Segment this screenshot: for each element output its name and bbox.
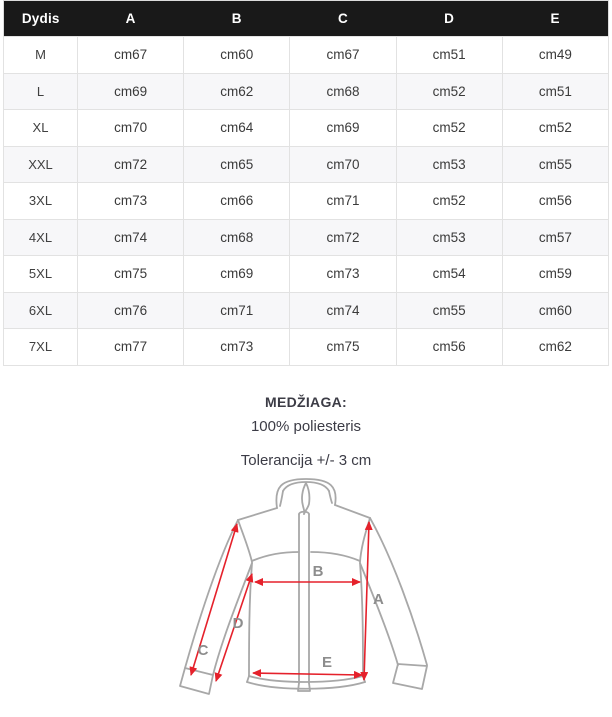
table-row	[4, 146, 609, 183]
measurement-cell: cm56	[502, 183, 608, 220]
measurement-cell: cm71	[184, 292, 290, 329]
tolerance-note: Tolerancija +/- 3 cm	[240, 452, 372, 469]
size-label: L	[4, 73, 78, 110]
header-d: D	[396, 1, 502, 37]
measurement-cell: cm54	[396, 256, 502, 293]
measurement-cell: cm74	[290, 292, 396, 329]
measurement-cell: cm60	[184, 37, 290, 74]
size-label: M	[4, 37, 78, 74]
measurement-cell: cm73	[290, 256, 396, 293]
measure-label-d: D	[232, 615, 244, 632]
size-label: XL	[4, 110, 78, 147]
material-info	[0, 394, 612, 469]
measurement-cell: cm53	[396, 219, 502, 256]
size-table-header	[4, 1, 609, 37]
table-row	[4, 37, 609, 74]
measurement-cell: cm73	[78, 183, 184, 220]
arrow-e	[253, 673, 362, 675]
measurement-cell: cm71	[290, 183, 396, 220]
size-label: 6XL	[4, 292, 78, 329]
table-row	[4, 329, 609, 366]
size-label: 4XL	[4, 219, 78, 256]
material-title: MEDŽIAGA:	[264, 394, 348, 410]
measurement-cell: cm73	[184, 329, 290, 366]
size-table	[3, 0, 609, 366]
measure-label-b: B	[312, 563, 324, 580]
measure-label-a: A	[373, 591, 384, 608]
table-row	[4, 183, 609, 220]
measurement-cell: cm76	[78, 292, 184, 329]
measurement-cell: cm59	[502, 256, 608, 293]
arrow-a	[364, 522, 369, 680]
measurement-cell: cm51	[396, 37, 502, 74]
measurement-cell: cm75	[290, 329, 396, 366]
measurement-cell: cm56	[396, 329, 502, 366]
measurement-cell: cm52	[396, 183, 502, 220]
measurement-cell: cm55	[502, 146, 608, 183]
header-size: Dydis	[4, 1, 78, 37]
measurement-cell: cm53	[396, 146, 502, 183]
measurement-cell: cm62	[184, 73, 290, 110]
measurement-cell: cm51	[502, 73, 608, 110]
measurement-cell: cm57	[502, 219, 608, 256]
measurement-cell: cm52	[396, 73, 502, 110]
size-label: 5XL	[4, 256, 78, 293]
table-row	[4, 256, 609, 293]
measure-label-e: E	[321, 654, 333, 671]
header-c: C	[290, 1, 396, 37]
measurement-cell: cm75	[78, 256, 184, 293]
measurement-cell: cm66	[184, 183, 290, 220]
measurement-cell: cm69	[184, 256, 290, 293]
jacket-outline	[180, 479, 427, 694]
measurement-cell: cm70	[78, 110, 184, 147]
measurement-cell: cm68	[290, 73, 396, 110]
measurement-cell: cm52	[502, 110, 608, 147]
size-table-body	[4, 37, 609, 366]
measure-label-c: C	[197, 642, 209, 659]
jacket-measurement-diagram	[146, 477, 466, 717]
measurement-cell: cm77	[78, 329, 184, 366]
table-row	[4, 292, 609, 329]
measurement-cell: cm72	[290, 219, 396, 256]
measurement-cell: cm52	[396, 110, 502, 147]
measurement-cell: cm60	[502, 292, 608, 329]
table-row	[4, 110, 609, 147]
size-label: 7XL	[4, 329, 78, 366]
measurement-cell: cm72	[78, 146, 184, 183]
jacket-diagram-svg	[146, 477, 466, 717]
measurement-cell: cm62	[502, 329, 608, 366]
measurement-cell: cm67	[290, 37, 396, 74]
table-header-row	[4, 1, 609, 37]
measurement-cell: cm68	[184, 219, 290, 256]
table-row	[4, 219, 609, 256]
header-b: B	[184, 1, 290, 37]
header-e: E	[502, 1, 608, 37]
measurement-cell: cm69	[290, 110, 396, 147]
header-a: A	[78, 1, 184, 37]
measurement-cell: cm74	[78, 219, 184, 256]
size-label: 3XL	[4, 183, 78, 220]
measurement-cell: cm64	[184, 110, 290, 147]
table-row	[4, 73, 609, 110]
material-composition: 100% poliesteris	[250, 418, 362, 435]
measurement-cell: cm55	[396, 292, 502, 329]
measurement-cell: cm49	[502, 37, 608, 74]
measurement-cell: cm69	[78, 73, 184, 110]
measurement-cell: cm67	[78, 37, 184, 74]
size-label: XXL	[4, 146, 78, 183]
measurement-cell: cm65	[184, 146, 290, 183]
measurement-cell: cm70	[290, 146, 396, 183]
